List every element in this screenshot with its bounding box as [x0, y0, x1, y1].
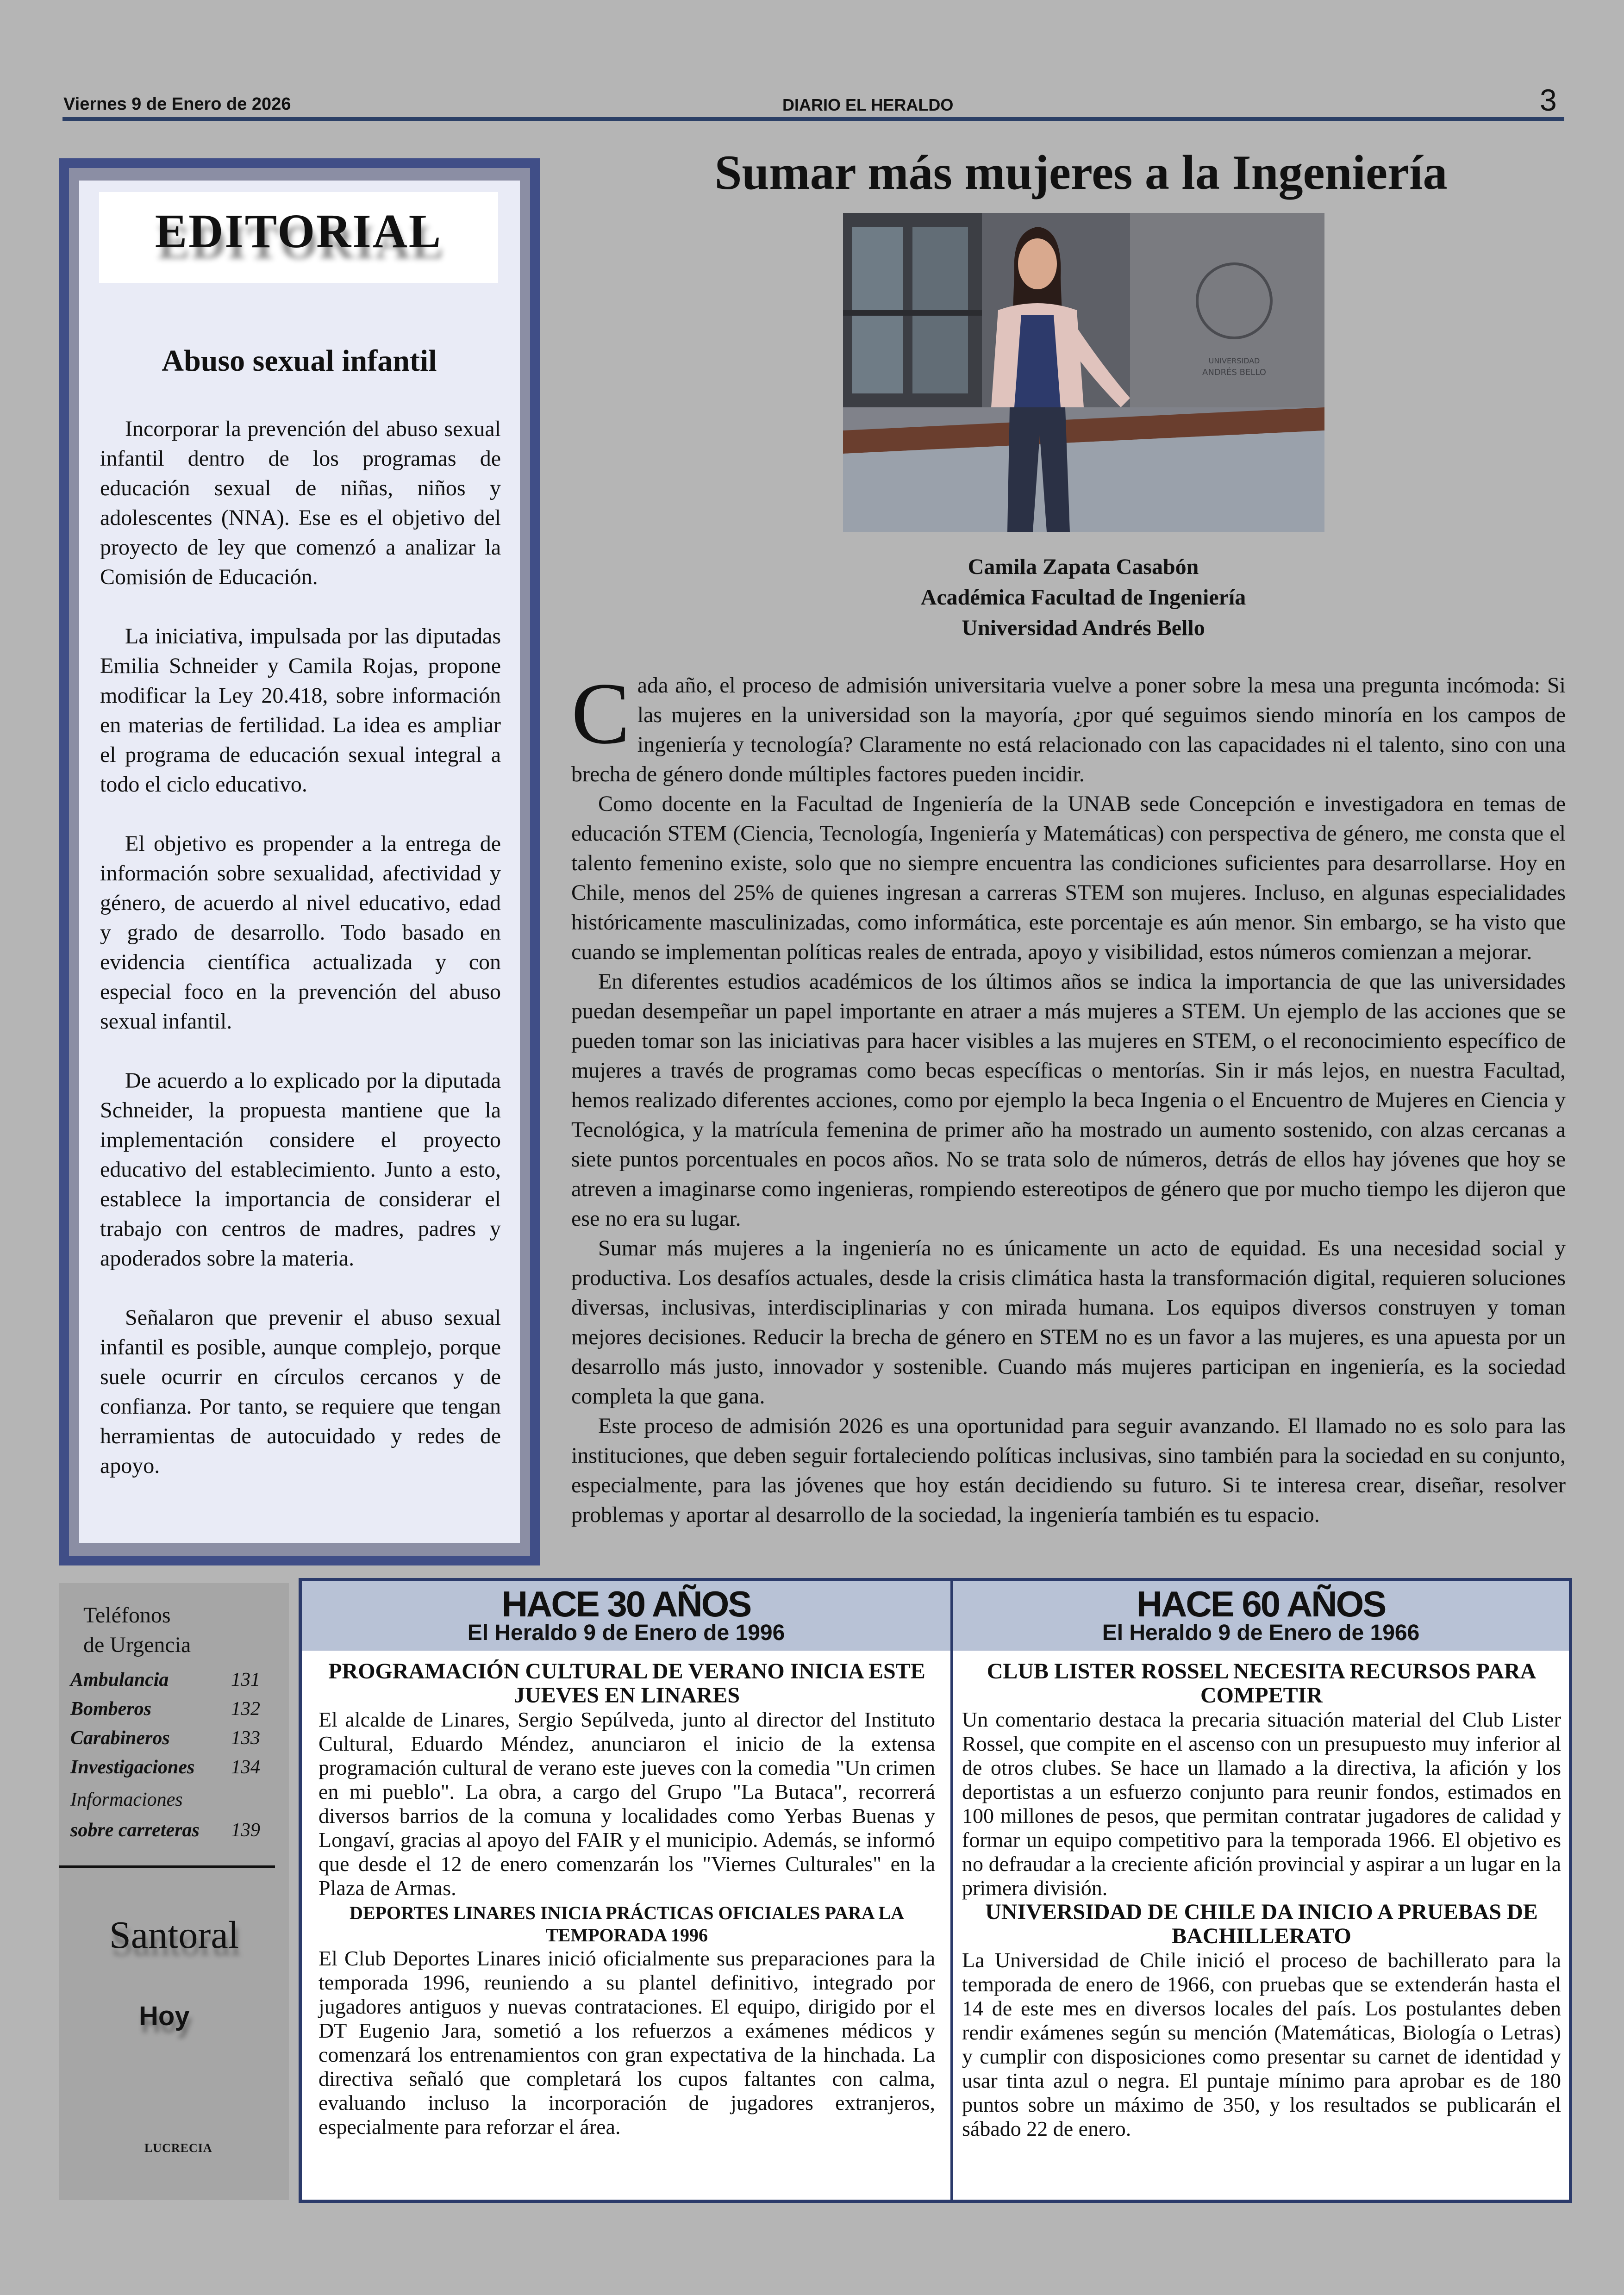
- phone-row: [70, 1819, 260, 1841]
- article-paragraph: [571, 665, 1566, 789]
- phone-row: [70, 1669, 260, 1691]
- article-paragraph: En diferentes estudios académicos de los últimos años se indica la importancia de que las universidades puedan desempeñar un papel importante en atraer a más mujeres a STEM. Un ejemplo de las acciones que se pueden tomar son las iniciativas para hacer visibles a las mujeres en STEM, o el reconocimiento específico de mujeres a través de programas como becas específicas o mentorías. Sin ir más lejos, en nuestra Facultad, hemos realizado diferentes acciones, como por ejemplo la beca Ingenia o el Encuentro de Mujeres en Ciencia y Tecnológica, y la matrícula femenina de primer año ha mostrado un aumento sostenido, con alzas cercanas a siete puntos porcentuales en pocos años. No se trata solo de números, detrás de ellos hay jóvenes que hoy se atreven a imaginarse como ingenieras, rompiendo estereotipos de género que por mucho tiempo les dijeron que ese no era su lugar.: [571, 969, 1566, 1231]
- editorial-body: [100, 414, 501, 1510]
- phone-row: [70, 1698, 260, 1720]
- author-photo-illustration: [843, 213, 1324, 532]
- santoral-saint: LUCRECIA: [144, 2141, 212, 2155]
- phone-label: Ambulancia: [70, 1669, 169, 1690]
- hace60-subheading: El Heraldo 9 de Enero de 1966: [1102, 1621, 1420, 1645]
- hace30-headline: DEPORTES LINARES INICIA PRÁCTICAS OFICIALES PARA LA TEMPORADA 1996: [349, 1902, 905, 1946]
- phone-label: Investigaciones: [70, 1757, 195, 1778]
- article-title: Sumar más mujeres a la Ingeniería: [714, 145, 1448, 200]
- phone-number: 134: [231, 1757, 260, 1778]
- hace60-paragraph: La Universidad de Chile inició el proceso de bachillerato para la temporada de enero de 1966, con pruebas que se extenderán hasta el 14 de este mes en diversos locales del país. Los postulantes deben rendir exámenes según su mención (Matemáticas, Biología o Letras) y cumplir con disposiciones como presentar su carnet de identidad y usar tinta azul o negra. El puntaje mínimo para aprobar es de 180 puntos sobre un máximo de 350, y los resultados se publicarán el sábado 22 de enero.: [962, 1948, 1561, 2140]
- phone-number: 131: [231, 1669, 260, 1690]
- santoral-title: Santoral: [109, 1914, 239, 1957]
- caption-institution: Universidad Andrés Bello: [962, 616, 1205, 640]
- phone-label: sobre carreteras: [70, 1820, 200, 1841]
- photo-caption: [704, 552, 1463, 643]
- header-date: Viernes 9 de Enero de 2026: [63, 94, 291, 114]
- editorial-paragraph: Señalaron que prevenir el abuso sexual infantil es posible, aunque complejo, porque suele ocurrir en círculos cercanos y de confianza. Por tanto, se requiere que tengan herramientas de autocuidado y redes de apoyo.: [100, 1305, 501, 1478]
- editorial-label: EDITORIAL: [155, 205, 443, 258]
- editorial-paragraph: La iniciativa, impulsada por las diputadas Emilia Schneider y Camila Rojas, propone modificar la Ley 20.418, sobre información en materias de fertilidad. La idea es ampliar el programa de educación sexual integral a todo el ciclo educativo.: [100, 624, 501, 797]
- phone-row: [70, 1756, 260, 1778]
- phone-info-label: Informaciones: [70, 1789, 183, 1810]
- phone-row: [70, 1727, 260, 1749]
- editorial-title: Abuso sexual infantil: [162, 344, 437, 378]
- header-paper-name: DIARIO EL HERALDO: [782, 95, 954, 114]
- hace30-headline: PROGRAMACIÓN CULTURAL DE VERANO INICIA ESTE JUEVES EN LINARES: [328, 1659, 925, 1708]
- article-first-text: ada año, el proceso de admisión universitaria vuelve a poner sobre la mesa una pregunta incómoda: Si las mujeres en la universidad son la mayoría, ¿por qué seguimos siendo minoría en los campos de ingeniería y tecnología? Claramente no está relacionado con las capacidades ni el talento, sino con una brecha de género donde múltiples factores pueden incidir.: [571, 673, 1566, 786]
- article-paragraph: Sumar más mujeres a la ingeniería no es únicamente un acto de equidad. Es una necesidad social y productiva. Los desafíos actuales, desde la crisis climática hasta la transformación digital, requieren soluciones diversas, inclusivas, interdisciplinarias y con mirada humana. Los equipos diversos construyen y toman mejores decisiones. Reducir la brecha de género en STEM no es un favor a las mujeres, es una apuesta por un desarrollo más justo, innovador y sostenible. Cuando más mujeres participan en ingeniería, es la sociedad completa la que gana.: [571, 1236, 1566, 1409]
- history-divider: [950, 1580, 953, 2201]
- hace30-subheading: El Heraldo 9 de Enero de 1996: [467, 1621, 785, 1645]
- hace60-heading: HACE 60 AÑOS: [1136, 1584, 1386, 1624]
- phone-number: 132: [231, 1698, 260, 1720]
- drop-cap: C: [571, 665, 630, 762]
- author-photo: [843, 213, 1324, 532]
- hace60-column: [962, 1659, 1561, 2141]
- phone-label: Carabineros: [70, 1727, 170, 1749]
- phones-title: [83, 1601, 191, 1660]
- hace30-paragraph: El Club Deportes Linares inició oficialmente sus preparaciones para la temporada 1996, reuniendo a su plantel definitivo, integrado por jugadores antiguos y nuevas contrataciones. El equipo, dirigido por el DT Eugenio Jara, sometió a los refuerzos a exámenes médicos y comenzará los entrenamientos con gran expectativa de la hinchada. La directiva señaló que completará los cupos faltantes con calma, evaluando incluso la incorporación de jugadores extranjeros, especialmente para reforzar el área.: [319, 1946, 935, 2139]
- header-page-number: 3: [1540, 83, 1557, 117]
- hace30-column: [319, 1659, 935, 2139]
- phones-title-line: Teléfonos: [83, 1603, 171, 1628]
- hace60-headline: CLUB LISTER ROSSEL NECESITA RECURSOS PARA COMPETIR: [987, 1659, 1537, 1708]
- hace30-heading: HACE 30 AÑOS: [501, 1584, 751, 1624]
- phone-number: 139: [231, 1820, 260, 1841]
- editorial-paragraph: De acuerdo a lo explicado por la diputada Schneider, la propuesta mantiene que la implementación considere el proyecto educativo del establecimiento. Junto a esto, establece la importancia de considerar el trabajo con centros de madres, padres y apoderados sobre la materia.: [100, 1068, 501, 1271]
- phone-label: Bomberos: [70, 1698, 152, 1720]
- hace60-headline: UNIVERSIDAD DE CHILE DA INICIO A PRUEBAS DE BACHILLERATO: [985, 1900, 1538, 1948]
- article-body: [571, 665, 1566, 1530]
- caption-name: Camila Zapata Casabón: [968, 555, 1199, 579]
- article-paragraph: Como docente en la Facultad de Ingeniería de la UNAB sede Concepción e investigadora en temas de educación STEM (Ciencia, Tecnología, Ingeniería y Matemáticas) con perspectiva de género, me consta que el talento femenino existe, solo que no siempre encuentra las condiciones suficientes para desarrollarse. Hoy en Chile, menos del 25% de quienes ingresan a carreras STEM son mujeres. Incluso, en algunas especialidades históricamente masculinizadas, como informática, este porcentaje es aún menor. Sin embargo, se ha visto que cuando se implementan políticas reales de entrada, apoyo y visibilidad, estos números comienzan a mejorar.: [571, 792, 1566, 964]
- hace60-paragraph: Un comentario destaca la precaria situación material del Club Lister Rossel, que compite en el ascenso con un presupuesto muy inferior al de otros clubes. Se hace un llamado a la directiva, la afición y los deportistas a un esfuerzo conjunto para reunir fondos, estimados en 100 millones de pesos, que permitan contratar jugadores de calidad y formar un equipo competitivo para la temporada 1966. El objetivo es no defraudar a la creciente afición provincial y aspirar a un lugar en la primera división.: [962, 1708, 1561, 1900]
- phone-number: 133: [231, 1727, 260, 1749]
- sidebar-divider: [59, 1865, 275, 1868]
- hace30-paragraph: El alcalde de Linares, Sergio Sepúlveda, junto al director del Instituto Cultural, Eduardo Méndez, anunciaron el inicio de la extensa programación cultural de verano este jueves con la comedia "Un crimen en mi pueblo". La obra, a cargo del Grupo "La Butaca", recorrerá diversos barrios de la comuna y localidades como Yerbas Buenas y Longaví, gracias al apoyo del FAIR y el municipio. Además, se informó que desde el 12 de enero comenzarán los "Viernes Culturales" en la Plaza de Armas.: [319, 1708, 935, 1900]
- editorial-paragraph: El objetivo es propender a la entrega de información sobre sexualidad, afectividad y género, de acuerdo al nivel educativo, edad y grado de desarrollo. Todo basado en evidencia científica actualizada y con especial foco en la prevención del abuso sexual infantil.: [100, 831, 501, 1034]
- phones-title-line: de Urgencia: [83, 1633, 191, 1657]
- photo-sign-text: UNIVERSIDAD: [1208, 356, 1260, 365]
- santoral-today: Hoy: [139, 2001, 190, 2031]
- editorial-paragraph: Incorporar la prevención del abuso sexual infantil dentro de los programas de educación sexual de niñas, niños y adolescentes (NNA). Ese es el objetivo del proyecto de ley que comenzó a analizar la Comisión de Educación.: [100, 417, 501, 589]
- header-rule: [62, 117, 1564, 121]
- caption-role: Académica Facultad de Ingeniería: [920, 585, 1246, 610]
- article-paragraph: Este proceso de admisión 2026 es una oportunidad para seguir avanzando. El llamado no es solo para las instituciones, que deben seguir fortaleciendo políticas inclusivas, sino también para la sociedad en su conjunto, especialmente, para las jóvenes que hoy están decidiendo su futuro. Si te interesa crear, diseñar, resolver problemas y aportar al desarrollo de la sociedad, la ingeniería también es tu espacio.: [571, 1414, 1566, 1527]
- photo-sign-text: ANDRÉS BELLO: [1202, 368, 1266, 377]
